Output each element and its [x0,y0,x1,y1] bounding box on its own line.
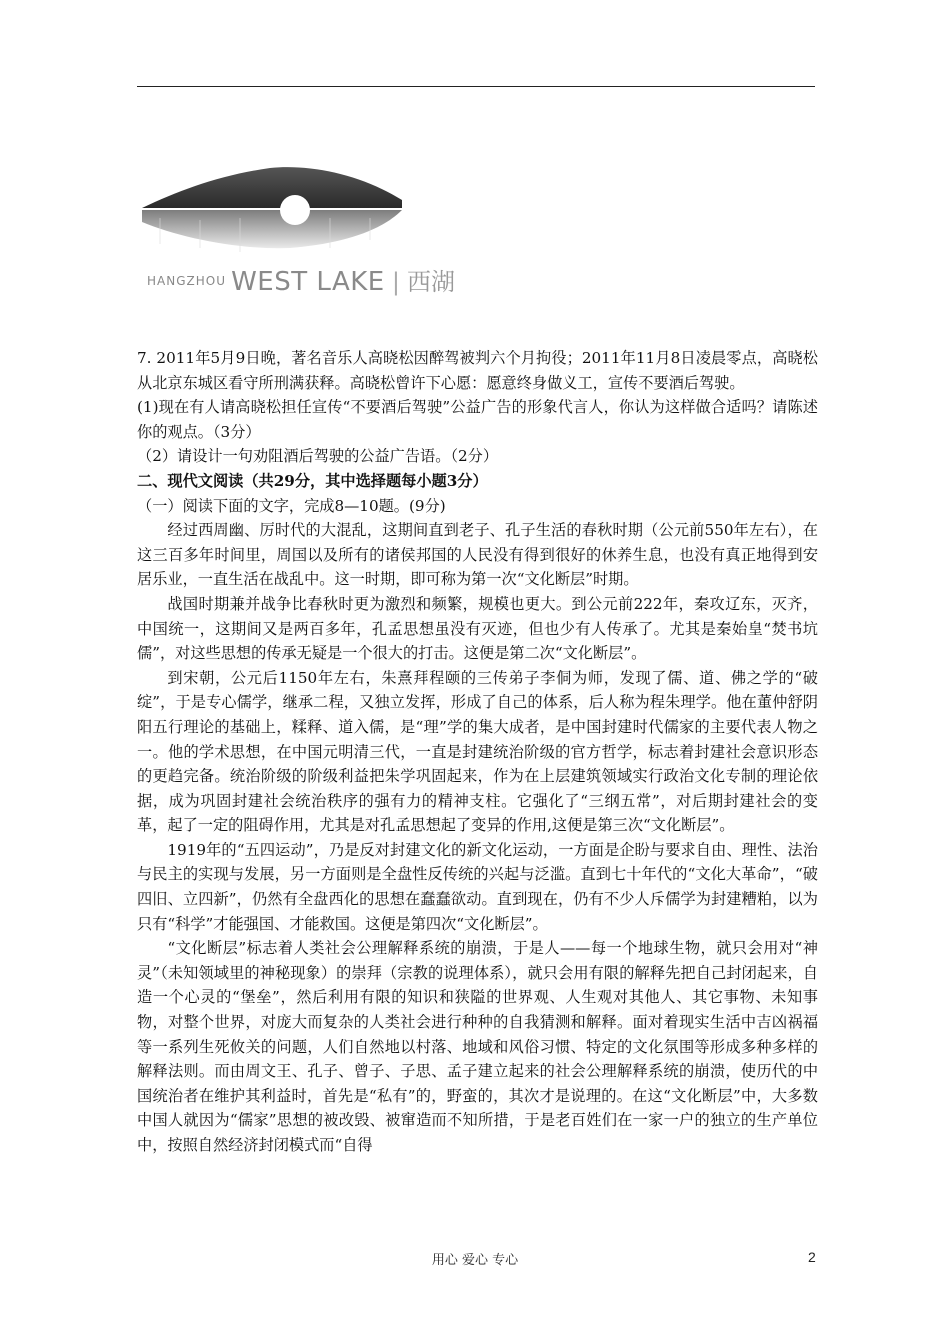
sun-circle [280,195,310,225]
logo-west-lake: WEST LAKE [231,267,385,297]
passage-paragraph-4: 1919年的“五四运动”，乃是反对封建文化的新文化运动，一方面是企盼与要求自由、理性、法治与民主的实现与发展，另一方面则是全盘性反传统的兴起与泛滥。直到七十年代的“文化大革命”，“破四旧、立四新”，仍然有全盘西化的思想在蠢蠢欲动。直到现在，仍有不少人斥儒学为封建糟粕，以为只有“科学”才能强国、才能救国。这便是第四次“文化断层”。 [137,840,818,933]
passage-paragraph-2: 战国时期兼并战争比春秋时更为激烈和频繁，规模也更大。到公元前222年，秦攻辽东，灭齐，中国统一，这期间又是两百多年，孔孟思想虽没有灭迹，但也少有人传承了。尤其是秦始皇“焚书坑儒”，对这些思想的传承无疑是一个很大的打击。这便是第二次“文化断层”。 [137,594,818,663]
question-7-sub1: (1)现在有人请高晓松担任宣传“不要酒后驾驶”公益广告的形象代言人，你认为这样做合适吗？请陈述你的观点。（3分） [137,398,818,441]
mountain-silhouette [142,167,402,208]
page-number: 2 [808,1249,816,1265]
logo-wordmark [147,262,455,297]
header-rule [137,86,815,87]
logo-xihu: 西湖 [407,268,455,296]
passage-paragraph-3: 到宋朝，公元后1150年左右，朱熹拜程颐的三传弟子李侗为师，发现了儒、道、佛之学的“破绽”，于是专心儒学，继承二程，又独立发挥，形成了自己的体系，后人称为程朱理学。他在董仲舒阴阳五行理论的基础上，糅释、道入儒，是“理”学的集大成者，是中国封建时代儒家的主要代表人物之一。他的学术思想，在中国元明清三代，一直是封建统治阶级的官方哲学，标志着封建社会意识形态的更趋完备。统治阶级的阶级利益把朱学巩固起来，作为在上层建筑领域实行政治文化专制的理论依据，成为巩固封建社会统治秩序的强有力的精神支柱。它强化了“三纲五常”，对后期封建社会的变革，起了一定的阻碍作用，尤其是对孔孟思想起了变异的作用,这便是第三次“文化断层”。 [137,668,818,835]
logo-hangzhou: HANGZHOU [147,274,226,288]
logo-separator: | [391,268,400,296]
passage-paragraph-1: 经过西周幽、厉时代的大混乱，这期间直到老子、孔子生活的春秋时期（公元前550年左右），在这三百多年时间里，周国以及所有的诸侯邦国的人民没有得到很好的休养生息，也没有真正地得到安居乐业，一直生活在战乱中。这一时期，即可称为第一次“文化断层”时期。 [137,521,818,589]
section-2-subheading: （一）阅读下面的文字，完成8—10题。(9分) [137,496,446,515]
passage-paragraph-5: “文化断层”标志着人类社会公理解释系统的崩溃，于是人——每一个地球生物，就只会用对“神灵”（未知领域里的神秘现象）的崇拜（宗教的说理体系），就只会用有限的解释先把自己封闭起来，自造一个心灵的“堡垒”，然后利用有限的知识和狭隘的世界观、人生观对其他人、其它事物、未知事物，对整个世界，对庞大而复杂的人类社会进行种种的自我猜测和解释。面对着现实生活中吉凶祸福等一系列生死攸关的问题，人们自然地以村落、地域和风俗习惯、特定的文化氛围等形成多种多样的解释法则。而由周文王、孔子、曾子、子思、孟子建立起来的社会公理解释系统的崩溃，使历代的中国统治者在维护其利益时，首先是“私有”的，野蛮的，其次才是说理的。在这“文化断层”中，大多数中国人就因为“儒家”思想的被改毁、被窜造而不知所措，于是老百姓们在一家一户的独立的生产单位中，按照自然经济封闭模式而“自得 [137,939,818,1154]
question-7-intro: 7. 2011年5月9日晚，著名音乐人高晓松因醉驾被判六个月拘役；2011年11月8日凌晨零点，高晓松从北京东城区看守所刑满获释。高晓松曾许下心愿：愿意终身做义工，宣传不要酒后驾驶。 [137,349,818,392]
question-7-sub2: （2）请设计一句劝阻酒后驾驶的公益广告语。（2分） [137,447,499,466]
section-2-heading: 二、现代文阅读（共29分，其中选择题每小题3分） [137,471,488,490]
mountain-reflection [142,210,402,248]
footer-slogan: 用心 爱心 专心 [431,1253,519,1268]
document-body [137,346,818,1158]
